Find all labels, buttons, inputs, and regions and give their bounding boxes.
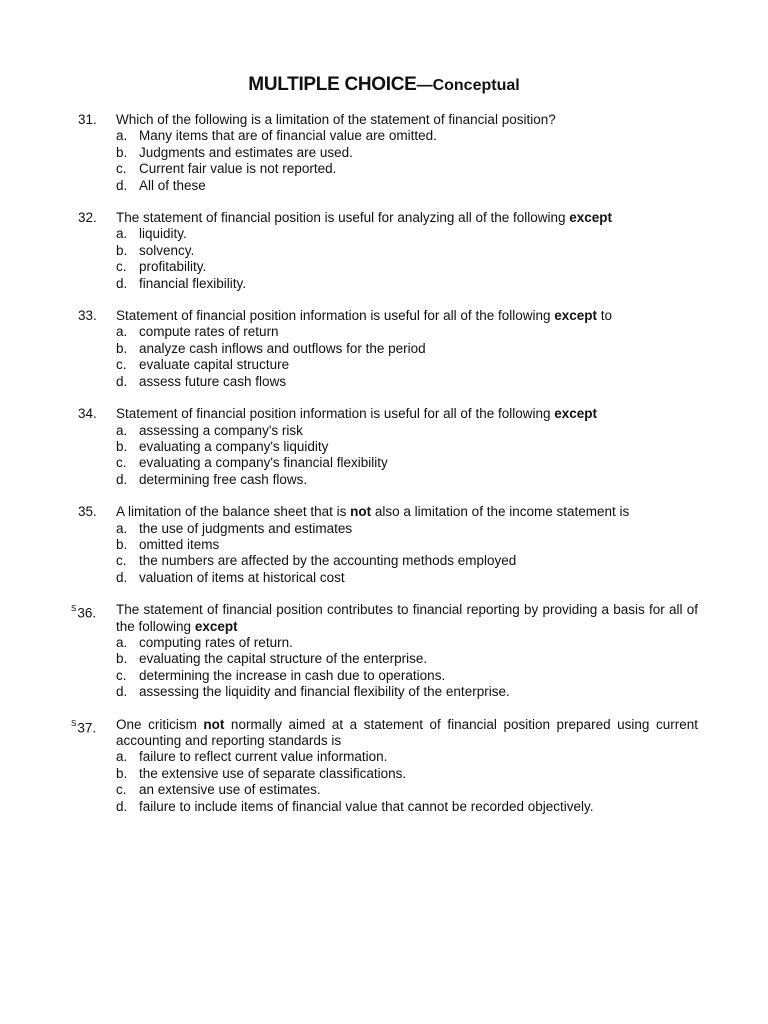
answer-option bbox=[116, 324, 768, 340]
answer-options bbox=[0, 635, 768, 701]
answer-option-text: an extensive use of estimates. bbox=[139, 782, 321, 798]
question-number bbox=[78, 406, 97, 422]
answer-option-letter: c. bbox=[116, 161, 127, 177]
answer-options bbox=[0, 324, 768, 390]
answer-option-letter: d. bbox=[116, 798, 128, 814]
answer-option-text: determining free cash flows. bbox=[139, 471, 308, 487]
answer-option bbox=[116, 161, 768, 177]
answer-option bbox=[116, 178, 768, 194]
question-stem bbox=[116, 210, 698, 226]
question-marker: S bbox=[71, 604, 77, 614]
question-35 bbox=[0, 504, 768, 586]
answer-option-letter: c. bbox=[116, 782, 127, 798]
answer-option-text: Judgments and estimates are used. bbox=[139, 144, 353, 160]
answer-option bbox=[116, 684, 768, 700]
question-stem-text: The statement of financial position contributes to financial reporting by providing a basis for all of the following bbox=[116, 602, 698, 634]
answer-option-text: financial flexibility. bbox=[139, 275, 247, 291]
question-number bbox=[78, 504, 97, 520]
answer-option-text: assessing a company's risk bbox=[139, 422, 303, 438]
answer-option-letter: c. bbox=[116, 667, 127, 683]
answer-option bbox=[116, 521, 768, 537]
answer-option-text: computing rates of return. bbox=[139, 634, 293, 650]
answer-option bbox=[116, 537, 768, 553]
question-stem-emphasis: except bbox=[194, 618, 238, 634]
answer-option-letter: c. bbox=[116, 357, 127, 373]
answer-option bbox=[116, 472, 768, 488]
answer-option-letter: c. bbox=[116, 259, 127, 275]
question-stem-emphasis: except bbox=[569, 210, 613, 226]
answer-option bbox=[116, 782, 768, 798]
answer-option-text: compute rates of return bbox=[139, 324, 279, 340]
question-stem bbox=[116, 602, 698, 635]
answer-option-letter: d. bbox=[116, 471, 128, 487]
question-number bbox=[78, 112, 97, 128]
question-number-text: 32. bbox=[78, 210, 97, 226]
answer-option-text: the extensive use of separate classifications. bbox=[139, 765, 407, 781]
question-stem bbox=[116, 406, 698, 422]
question-number bbox=[71, 602, 96, 622]
answer-option-letter: b. bbox=[116, 438, 128, 454]
question-stem-emphasis: except bbox=[554, 308, 598, 324]
answer-option-text: All of these bbox=[139, 177, 206, 193]
answer-options bbox=[0, 226, 768, 292]
question-stem-emphasis: except bbox=[554, 406, 598, 422]
answer-option bbox=[116, 374, 768, 390]
answer-option-text: evaluate capital structure bbox=[139, 357, 290, 373]
answer-option bbox=[116, 668, 768, 684]
answer-option-letter: d. bbox=[116, 275, 128, 291]
answer-option-text: omitted items bbox=[139, 536, 220, 552]
answer-option bbox=[116, 553, 768, 569]
answer-options bbox=[0, 749, 768, 815]
title-main: MULTIPLE CHOICE bbox=[248, 74, 417, 95]
answer-option-text: evaluating a company's financial flexibility bbox=[139, 455, 388, 471]
answer-option-text: the use of judgments and estimates bbox=[139, 520, 353, 536]
answer-option-letter: a. bbox=[116, 520, 128, 536]
answer-option-letter: c. bbox=[116, 455, 127, 471]
answer-option-text: analyze cash inflows and outflows for the period bbox=[139, 340, 426, 356]
answer-option-text: solvency. bbox=[139, 242, 195, 258]
question-stem-emphasis: not bbox=[350, 504, 372, 520]
question-stem-text: The statement of financial position is useful for analyzing all of the following bbox=[116, 210, 570, 226]
question-32 bbox=[0, 210, 768, 292]
question-number-text: 34. bbox=[78, 406, 97, 422]
answer-option bbox=[116, 749, 768, 765]
answer-option-letter: a. bbox=[116, 226, 128, 242]
answer-options bbox=[0, 423, 768, 489]
question-33 bbox=[0, 308, 768, 390]
answer-option-text: evaluating the capital structure of the enterprise. bbox=[139, 651, 428, 667]
answer-option bbox=[116, 145, 768, 161]
question-number-text: 33. bbox=[78, 308, 97, 324]
question-stem-text: also a limitation of the income statement is bbox=[371, 504, 630, 520]
answer-option-text: determining the increase in cash due to operations. bbox=[139, 667, 446, 683]
answer-option bbox=[116, 651, 768, 667]
answer-options bbox=[0, 128, 768, 194]
question-number bbox=[78, 308, 97, 324]
answer-option-letter: d. bbox=[116, 684, 128, 700]
answer-option-letter: b. bbox=[116, 765, 128, 781]
question-marker: S bbox=[71, 718, 77, 728]
answer-options bbox=[0, 521, 768, 587]
answer-option-letter: b. bbox=[116, 242, 128, 258]
answer-option-text: valuation of items at historical cost bbox=[139, 569, 345, 585]
answer-option-text: evaluating a company's liquidity bbox=[139, 438, 329, 454]
answer-option bbox=[116, 766, 768, 782]
question-stem-text: One criticism bbox=[116, 716, 204, 732]
answer-option-text: liquidity. bbox=[139, 226, 187, 242]
answer-option-letter: b. bbox=[116, 536, 128, 552]
question-number-text: 35. bbox=[78, 504, 97, 520]
question-stem-text: A limitation of the balance sheet that is bbox=[116, 504, 351, 520]
answer-option-text: profitability. bbox=[139, 259, 207, 275]
answer-option-letter: a. bbox=[116, 324, 128, 340]
answer-option-text: assess future cash flows bbox=[139, 373, 287, 389]
answer-option-letter: d. bbox=[116, 177, 128, 193]
question-stem-text: Statement of financial position information is useful for all of the following bbox=[116, 406, 555, 422]
answer-option-letter: d. bbox=[116, 569, 128, 585]
answer-option-letter: a. bbox=[116, 634, 128, 650]
answer-option bbox=[116, 226, 768, 242]
question-36 bbox=[0, 602, 768, 700]
answer-option bbox=[116, 570, 768, 586]
question-stem bbox=[116, 717, 698, 750]
question-list bbox=[0, 112, 768, 831]
answer-option-letter: b. bbox=[116, 144, 128, 160]
question-number bbox=[78, 210, 97, 226]
answer-option bbox=[116, 439, 768, 455]
question-34 bbox=[0, 406, 768, 488]
question-stem-text: Which of the following is a limitation of the statement of financial position? bbox=[116, 112, 556, 127]
answer-option bbox=[116, 128, 768, 144]
question-stem-emphasis: not bbox=[203, 716, 225, 732]
question-stem bbox=[116, 308, 698, 324]
answer-option bbox=[116, 341, 768, 357]
answer-option-text: Many items that are of financial value are omitted. bbox=[139, 128, 437, 144]
question-stem bbox=[116, 504, 698, 520]
answer-option-letter: d. bbox=[116, 373, 128, 389]
answer-option-letter: a. bbox=[116, 749, 128, 765]
answer-option-text: assessing the liquidity and financial flexibility of the enterprise. bbox=[139, 684, 510, 700]
title-subtitle: —Conceptual bbox=[416, 77, 520, 94]
answer-option bbox=[116, 357, 768, 373]
answer-option-letter: c. bbox=[116, 553, 127, 569]
answer-option-letter: a. bbox=[116, 422, 128, 438]
answer-option-text: Current fair value is not reported. bbox=[139, 161, 337, 177]
question-number bbox=[71, 717, 96, 737]
answer-option bbox=[116, 635, 768, 651]
question-stem-text: Statement of financial position information is useful for all of the following bbox=[116, 308, 555, 324]
question-31 bbox=[0, 112, 768, 194]
answer-option bbox=[116, 799, 768, 815]
question-37 bbox=[0, 717, 768, 815]
answer-option bbox=[116, 276, 768, 292]
answer-option-text: failure to reflect current value information. bbox=[139, 749, 388, 765]
question-stem-text: to bbox=[597, 308, 613, 324]
answer-option bbox=[116, 423, 768, 439]
answer-option-letter: a. bbox=[116, 128, 128, 144]
question-stem bbox=[116, 112, 698, 128]
question-stem-text: normally aimed at a statement of financial position prepared using current accounting and reporting standards is bbox=[116, 716, 698, 748]
question-number-text: 31. bbox=[78, 112, 97, 127]
answer-option-text: the numbers are affected by the accounting methods employed bbox=[139, 553, 517, 569]
answer-option bbox=[116, 243, 768, 259]
page-title bbox=[0, 74, 768, 96]
answer-option bbox=[116, 455, 768, 471]
question-number-text: 37. bbox=[77, 720, 97, 736]
answer-option bbox=[116, 259, 768, 275]
question-number-text: 36. bbox=[77, 605, 97, 621]
answer-option-letter: b. bbox=[116, 651, 128, 667]
answer-option-text: failure to include items of financial value that cannot be recorded objectively. bbox=[139, 798, 594, 814]
answer-option-letter: b. bbox=[116, 340, 128, 356]
